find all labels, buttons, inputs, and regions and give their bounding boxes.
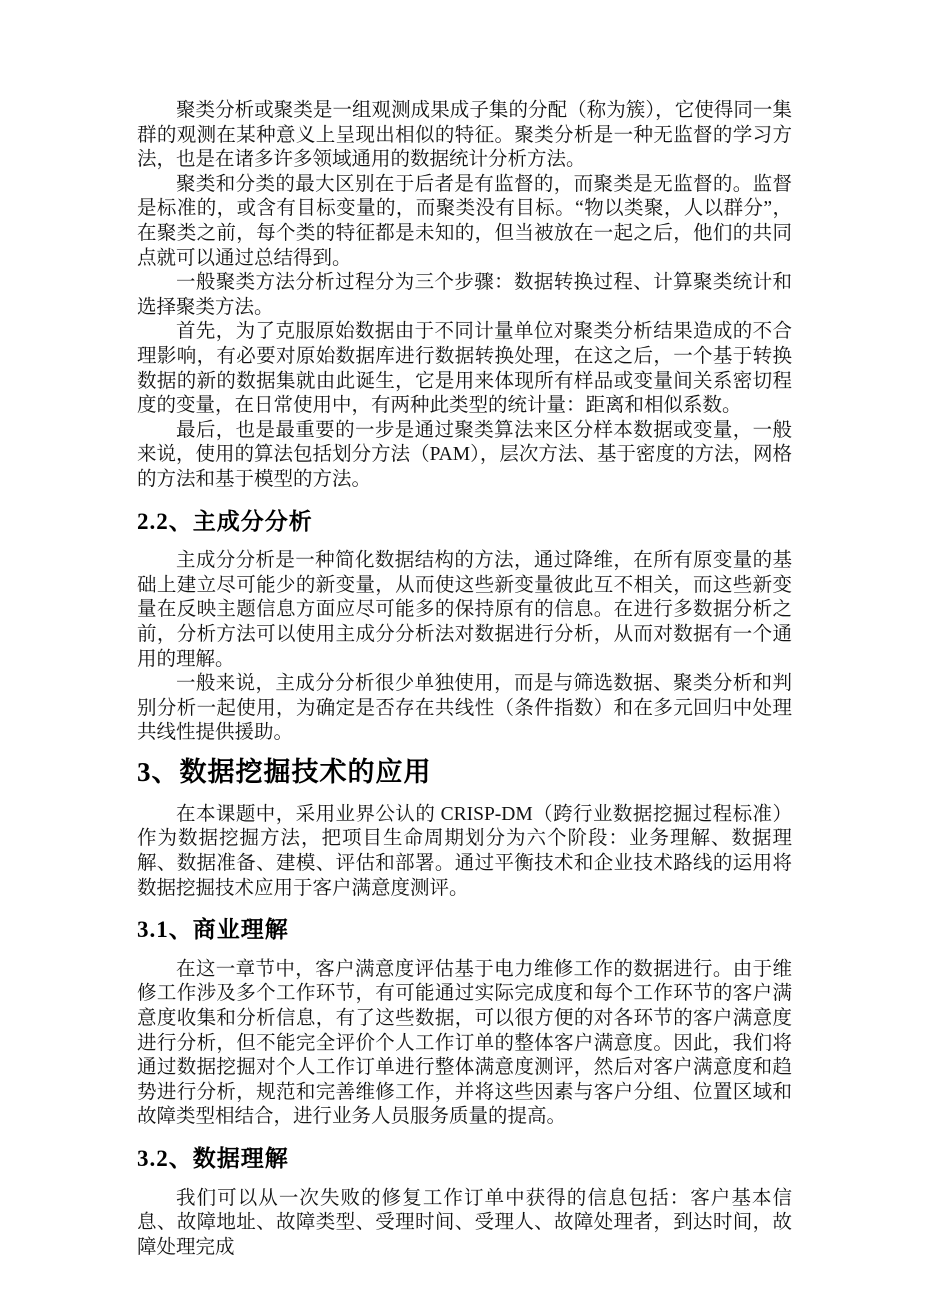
paragraph-crisp-dm: 在本课题中，采用业界公认的 CRISP-DM（跨行业数据挖掘过程标准）作为数据挖掘方法，把项目生命周期划分为六个阶段：业务理解、数据理解、数据准备、建模、评估和部署。通过平衡技术和企业技术路线的运用将数据挖掘技术应用于客户满意度测评。 bbox=[137, 803, 792, 899]
paragraph-cluster-vs-classification: 聚类和分类的最大区别在于后者是有监督的，而聚类是无监督的。监督是标准的，或含有目标变量的，而聚类没有目标。“物以类聚，人以群分”，在聚类之前，每个类的特征都是未知的，但当被放在一起之后，他们的共同点就可以通过总结得到。 bbox=[137, 173, 792, 269]
paragraph-cluster-intro: 聚类分析或聚类是一组观测成果成子集的分配（称为簇），它使得同一集群的观测在某种意义上呈现出相似的特征。聚类分析是一种无监督的学习方法，也是在诸多许多领域通用的数据统计分析方法。 bbox=[137, 100, 792, 171]
heading-3-data-mining-application: 3、数据挖掘技术的应用 bbox=[137, 757, 432, 787]
paragraph-business-understanding: 在这一章节中，客户满意度评估基于电力维修工作的数据进行。由于维修工作涉及多个工作环节，有可能通过实际完成度和每个工作环节的客户满意度收集和分析信息，有了这些数据，可以很方便的对各环节的客户满意度进行分析，但不能完全评价个人工作订单的整体客户满意度。因此，我们将通过数据挖掘对个人工作订单进行整体满意度测评，然后对客户满意度和趋势进行分析，规范和完善维修工作，并将这些因素与客户分组、位置区域和故障类型相结合，进行业务人员服务质量的提高。 bbox=[137, 958, 792, 1128]
heading-3-2-data-understanding: 3.2、数据理解 bbox=[137, 1146, 289, 1172]
paragraph-pca-usage: 一般来说，主成分分析很少单独使用，而是与筛选数据、聚类分析和判别分析一起使用，为确定是否存在共线性（条件指数）和在多元回归中处理共线性提供援助。 bbox=[137, 673, 792, 744]
heading-3-1-business-understanding: 3.1、商业理解 bbox=[137, 917, 289, 943]
paragraph-cluster-algorithms: 最后，也是最重要的一步是通过聚类算法来区分样本数据或变量，一般来说，使用的算法包括划分方法（PAM），层次方法、基于密度的方法，网格的方法和基于模型的方法。 bbox=[137, 419, 792, 490]
paragraph-data-understanding: 我们可以从一次失败的修复工作订单中获得的信息包括：客户基本信息、故障地址、故障类型、受理时间、受理人、故障处理者，到达时间，故障处理完成 bbox=[137, 1187, 792, 1258]
paragraph-data-transform: 首先，为了克服原始数据由于不同计量单位对聚类分析结果造成的不合理影响，有必要对原始数据库进行数据转换处理，在这之后，一个基于转换数据的新的数据集就由此诞生，它是用来体现所有样品或变量间关系密切程度的变量，在日常使用中，有两种此类型的统计量：距离和相似系数。 bbox=[137, 321, 792, 417]
paragraph-pca-intro: 主成分分析是一种简化数据结构的方法，通过降维，在所有原变量的基础上建立尽可能少的新变量，从而使这些新变量彼此互不相关，而这些新变量在反映主题信息方面应尽可能多的保持原有的信息。在进行多数据分析之前，分析方法可以使用主成分分析法对数据进行分析，从而对数据有一个通用的理解。 bbox=[137, 550, 792, 670]
document-content bbox=[137, 99, 792, 1261]
heading-2-2-pca: 2.2、主成分分析 bbox=[137, 508, 313, 534]
paragraph-cluster-steps: 一般聚类方法分析过程分为三个步骤：数据转换过程、计算聚类统计和选择聚类方法。 bbox=[137, 272, 792, 318]
